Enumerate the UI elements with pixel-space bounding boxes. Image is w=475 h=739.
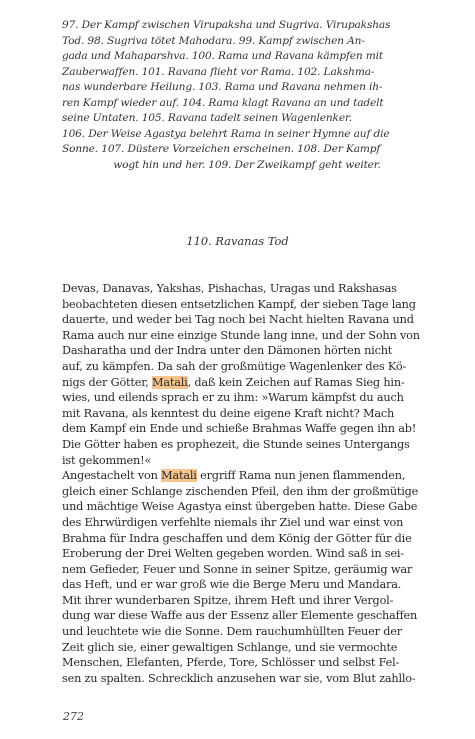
summary-line: wogt hin und her. 109. Der Zweikampf geht weiter. [113, 158, 381, 171]
body-line: ist gekommen!« [62, 453, 152, 467]
summary-line: ren Kampf wieder auf. 104. Rama klagt Ravana an und tadelt [62, 96, 384, 109]
page-number: 272 [63, 710, 84, 723]
body-line: Mit ihrer wunderbaren Spitze, ihrem Heft und ihrer Vergol- [62, 593, 394, 607]
summary-line: seine Untaten. 105. Ravana tadelt seinen Wagenlenker. [62, 112, 352, 124]
summary-line: Sonne. 107. Düstere Vorzeichen erscheinen. 108. Der Kampf [62, 143, 381, 155]
body-line: dem Kampf ein Ende und schieße Brahmas Waffe gegen ihn ab! [62, 422, 417, 436]
body-line: nem Gefieder, Feuer und Sonne in seiner Spitze, geräumig war [62, 562, 413, 576]
chapter-summary [62, 18, 432, 173]
body-line: wies, und eilends sprach er zu ihm: »Warum kämpfst du auch [62, 391, 404, 405]
body-line [62, 375, 434, 391]
body-line: Dasharatha und der Indra unter den Dämonen hörten nicht [62, 344, 393, 358]
body-line: Eroberung der Drei Welten gegeben worden. Wind saß in sei- [62, 547, 404, 561]
body-line: das Heft, und er war groß wie die Berge Meru und Mandara. [62, 578, 402, 592]
body-line: dauerte, und weder bei Tag noch bei Nacht hielten Ravana und [62, 313, 414, 327]
body-line: Zeit glich sie, einer gewaltigen Schlange, und sie vermochte [62, 640, 398, 654]
summary-line: Tod. 98. Sugriva tötet Mahodara. 99. Kampf zwischen An- [62, 34, 365, 47]
body-text-segment: Angestachelt von [62, 469, 162, 483]
body-text [62, 281, 434, 686]
summary-line: 106. Der Weise Agastya belehrt Rama in seiner Hymne auf die [62, 127, 390, 140]
body-line: gleich einer Schlange zischenden Pfeil, den ihm der großmütige [62, 484, 419, 498]
body-line: dung war diese Waffe aus der Essenz aller Elemente geschaffen [62, 609, 418, 623]
body-line: des Ehrwürdigen verfehlte niemals ihr Ziel und war einst von [62, 515, 404, 529]
summary-line: 97. Der Kampf zwischen Virupaksha und Sugriva. Virupakshas [62, 19, 391, 31]
highlighted-name[interactable]: Matali [151, 375, 188, 389]
summary-line: gada und Mahaparshva. 100. Rama und Ravana kämpfen mit [62, 50, 384, 62]
body-line: Brahma für Indra geschaffen und dem König der Götter für die [62, 531, 412, 545]
body-line: auf, zu kämpfen. Da sah der großmütige Wagenlenker des Kö- [62, 359, 407, 373]
body-line: Devas, Danavas, Yakshas, Pishachas, Uragas und Rakshasas [62, 282, 397, 295]
body-text-segment: nigs der Götter, [62, 375, 152, 389]
body-line: sen zu spalten. Schrecklich anzusehen war sie, vom Blut zahllo- [62, 671, 416, 685]
body-line: Menschen, Elefanten, Pferde, Tore, Schlösser und selbst Fel- [62, 656, 400, 670]
body-line: beobachteten diesen entsetzlichen Kampf, der sieben Tage lang [62, 297, 416, 311]
body-text-segment: , daß kein Zeichen auf Ramas Sieg hin- [187, 375, 405, 389]
summary-line: nas wunderbare Heilung. 103. Rama und Ravana nehmen ih- [62, 81, 383, 93]
body-line [62, 468, 434, 484]
body-line: Die Götter haben es prophezeit, die Stunde seines Untergangs [62, 437, 410, 451]
body-text-segment: ergriff Rama nun jenen flammenden, [196, 469, 406, 483]
body-line: Rama auch nur eine einzige Stunde lang inne, und der Sohn von [62, 328, 420, 342]
chapter-title: 110. Ravanas Tod [186, 234, 289, 248]
summary-line: Zauberwaffen. 101. Ravana flieht vor Rama. 102. Lakshma- [62, 65, 375, 78]
body-line: und leuchtete wie die Sonne. Dem rauchumhüllten Feuer der [62, 625, 402, 639]
body-line: mit Ravana, als kenntest du deine eigene Kraft nicht? Mach [62, 406, 395, 420]
body-line: und mächtige Weise Agastya einst übergeben hatte. Diese Gabe [62, 500, 418, 514]
highlighted-name[interactable]: Matali [161, 469, 197, 483]
